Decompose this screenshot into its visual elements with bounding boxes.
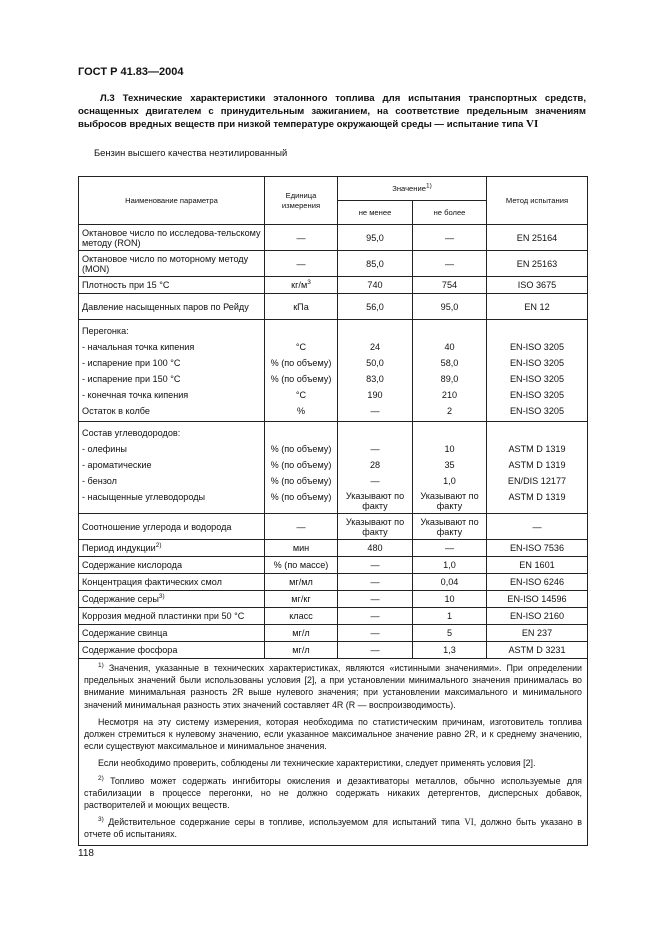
cell-method (487, 422, 588, 514)
cell-param (79, 251, 265, 277)
header-value (338, 177, 487, 201)
cell-param-text: Содержание свинца (82, 628, 168, 638)
cell-param-text: Давление насыщенных паров по Рейду (82, 301, 249, 312)
table-row (79, 642, 588, 659)
note-1 (84, 662, 582, 711)
note-2-text: Топливо может содержать ингибиторы окисления и дезактиваторы металлов, обычно используемые для стабилизации в процессе перегонки, но не должно содержать никаких детергентов, дисперсных добавок, растворителей и моющих веществ. (84, 775, 582, 811)
cell-unit-line (268, 323, 334, 339)
cell-param (79, 608, 265, 625)
cell-unit-text: кг/м (291, 280, 308, 290)
cell-unit (265, 591, 338, 608)
cell-method-text: EN-ISO 7536 (509, 543, 565, 553)
cell-max (413, 608, 487, 625)
table-row (79, 540, 588, 557)
cell-max (413, 540, 487, 557)
cell-min-line: — (370, 406, 380, 416)
header-value-label: Значение (392, 183, 426, 193)
cell-unit-text: класс (289, 611, 313, 621)
table-row (79, 277, 588, 294)
cell-max-line: 89,0 (440, 374, 459, 384)
note-1-text: Значения, указанные в технических характеристиках, являются «истинными значениями». При определении предельных значений были использованы условия [2], а при установлении минимального значения принималась во внимание минимальная разность 2R выше нулевого значения; при установлении максимального и минимального значений минимальная разность этих значений составляет 4R (R — воспроизводимость). (84, 663, 582, 710)
header-unit: Единица измерения (265, 177, 338, 225)
note-3-type: VI (464, 817, 474, 828)
header-min: не менее (338, 201, 413, 225)
cell-unit (265, 294, 338, 320)
cell-unit-line: °C (295, 342, 307, 352)
cell-method (487, 277, 588, 294)
note-2-mark: 2) (98, 774, 104, 782)
cell-unit-text: мин (292, 543, 310, 553)
cell-method-line: EN-ISO 3205 (509, 390, 565, 400)
cell-param-text: Период индукции (82, 543, 156, 553)
cell-min (338, 608, 413, 625)
cell-min (338, 277, 413, 294)
cell-min-line: 83,0 (366, 374, 384, 384)
cell-min (338, 514, 413, 540)
cell-method-line: EN-ISO 3205 (509, 358, 565, 368)
cell-min (338, 591, 413, 608)
section-title-type: VI (526, 118, 539, 131)
cell-max-text: 1,3 (443, 645, 456, 655)
cell-min-text: 740 (367, 280, 383, 290)
cell-min-text: — (370, 645, 380, 655)
cell-unit (265, 251, 338, 277)
cell-unit-line: % (по объему) (270, 444, 332, 454)
cell-min-text: 480 (367, 543, 383, 553)
note-3 (84, 816, 582, 840)
cell-method-text: EN-ISO 2160 (509, 611, 565, 621)
note-3-mark: 3) (98, 816, 104, 824)
cell-param-text: Коррозия медной пластинки при 50 °C (82, 611, 245, 621)
cell-param-text: Концентрация фактических смол (82, 577, 222, 587)
cell-min (338, 320, 413, 422)
cell-min-line: 24 (369, 342, 381, 352)
note-3-text-a: Действительное содержание серы в топливе, используемом для испытаний типа (103, 817, 465, 828)
cell-method (487, 642, 588, 659)
cell-param (79, 422, 265, 514)
cell-max (413, 225, 487, 251)
cell-param-line: Перегонка: (82, 326, 129, 336)
cell-unit-text: мг/л (292, 645, 310, 655)
section-title-text: Л.3 Технические характеристики эталонного топлива для испытания транспортных средств, оснащенных двигателем с принудительным зажиганием, на соответствие предельным значениям выбросов вредных веществ при низкой температуре окружающей среды — испытание типа (78, 93, 586, 131)
cell-min-text: 85,0 (366, 258, 384, 269)
cell-unit (265, 225, 338, 251)
cell-unit-line (268, 425, 334, 441)
cell-unit-text: мг/л (292, 628, 310, 638)
cell-max-line: 40 (444, 342, 455, 352)
cell-unit (265, 625, 338, 642)
cell-param-text: Октановое число по исследова-тельскому методу (RON) (82, 227, 261, 248)
cell-method-line: EN-ISO 3205 (509, 342, 565, 352)
cell-method (487, 574, 588, 591)
cell-unit (265, 422, 338, 514)
cell-unit (265, 320, 338, 422)
cell-method-text: EN-ISO 14596 (507, 594, 567, 604)
cell-min-text: — (370, 594, 380, 604)
cell-method-text: EN 25164 (516, 232, 558, 243)
cell-method (487, 625, 588, 642)
cell-method-text: EN-ISO 6246 (509, 577, 565, 587)
cell-param-line: - испарение при 100 °C (82, 358, 181, 368)
cell-min-line (341, 323, 409, 339)
cell-min-text: 56,0 (366, 301, 384, 312)
cell-max-text: Указывают по факту (420, 516, 479, 537)
cell-max (413, 514, 487, 540)
cell-max (413, 294, 487, 320)
cell-method (487, 225, 588, 251)
cell-method-text: — (532, 521, 542, 532)
cell-min (338, 557, 413, 574)
cell-max-line: 58,0 (440, 358, 459, 368)
cell-param-text: Содержание фосфора (82, 645, 178, 655)
cell-unit-line: % (по объему) (270, 476, 332, 486)
cell-method-line: EN-ISO 3205 (509, 406, 565, 416)
cell-max-line: 35 (444, 460, 455, 470)
cell-min (338, 422, 413, 514)
table-row (79, 625, 588, 642)
table-notes (79, 659, 588, 846)
cell-param-text: Октановое число по моторному методу (MON) (82, 253, 249, 274)
table-row (79, 225, 588, 251)
cell-method (487, 251, 588, 277)
note-2 (84, 775, 582, 812)
cell-min-text: — (370, 628, 380, 638)
cell-unit-text: мг/мл (289, 577, 313, 587)
cell-unit-line: % (по объему) (270, 374, 332, 384)
cell-method-line (490, 425, 584, 441)
note-1b: Несмотря на эту систему измерения, которая необходима по статистическим причинам, изготовитель топлива должен стремиться к нулевому значению, если указанное максимальное значение равно 2R, и к среднему значению, если существуют максимальное и минимальное значения. (84, 716, 582, 752)
table-row (79, 294, 588, 320)
cell-param-line: - олефины (82, 444, 127, 454)
cell-method-text: EN 1601 (519, 560, 555, 570)
cell-method-text: ISO 3675 (517, 280, 557, 290)
cell-max-text: 1 (446, 611, 453, 621)
cell-min-line: — (370, 444, 380, 454)
cell-min-text: — (370, 560, 380, 570)
header-max: не более (413, 201, 487, 225)
cell-method (487, 608, 588, 625)
cell-unit (265, 557, 338, 574)
cell-max-line: Указывают по факту (420, 491, 479, 511)
cell-param (79, 225, 265, 251)
cell-param-footnote: 3) (158, 592, 165, 600)
cell-param (79, 642, 265, 659)
cell-min-text: Указывают по факту (345, 516, 405, 537)
cell-method-text: EN 12 (524, 301, 550, 312)
cell-param (79, 294, 265, 320)
cell-method (487, 540, 588, 557)
table-row (79, 608, 588, 625)
cell-param-line: - конечная точка кипения (82, 390, 189, 400)
cell-min-line (341, 425, 409, 441)
cell-max-text: 95,0 (440, 301, 459, 312)
cell-method-line: ASTM D 1319 (508, 444, 566, 454)
section-title (78, 93, 586, 132)
cell-param (79, 574, 265, 591)
header-value-footnote: 1) (425, 181, 432, 189)
cell-unit-line: % (по объему) (270, 492, 332, 502)
cell-method-line: ASTM D 1319 (508, 460, 566, 470)
cell-min (338, 642, 413, 659)
cell-max (413, 625, 487, 642)
cell-max-text: — (444, 232, 455, 243)
cell-param-text: Соотношение углерода и водорода (82, 521, 232, 532)
cell-max-line: 1,0 (443, 476, 456, 486)
cell-param (79, 514, 265, 540)
table-row (79, 591, 588, 608)
cell-max (413, 557, 487, 574)
cell-max-text: — (444, 543, 455, 553)
cell-method-line: EN/DIS 12177 (507, 476, 567, 486)
cell-param (79, 540, 265, 557)
cell-max-line (416, 323, 483, 339)
cell-unit-text: мг/кг (291, 594, 311, 604)
cell-min-line: 190 (367, 390, 383, 400)
cell-min-line: — (370, 476, 380, 486)
cell-unit-text: — (296, 232, 306, 243)
cell-unit (265, 574, 338, 591)
page-number: 118 (78, 848, 94, 859)
cell-method (487, 557, 588, 574)
cell-method (487, 591, 588, 608)
cell-max-text: 754 (441, 280, 458, 290)
cell-min-text: 95,0 (366, 232, 384, 243)
cell-param (79, 320, 265, 422)
cell-max-text: 5 (446, 628, 453, 638)
cell-param-line: - ароматические (82, 460, 152, 470)
note-1c: Если необходимо проверить, соблюдены ли технические характеристики, следует применять условия [2]. (98, 758, 536, 769)
cell-max-text: 10 (444, 594, 455, 604)
cell-min (338, 625, 413, 642)
note-1-mark: 1) (98, 662, 104, 670)
cell-method-line: EN-ISO 3205 (509, 374, 565, 384)
cell-max-text: 0,04 (440, 577, 459, 587)
cell-min (338, 225, 413, 251)
cell-param-text: Плотность при 15 °C (82, 280, 170, 290)
table-row (79, 251, 588, 277)
table-row (79, 557, 588, 574)
cell-param-text: Содержание кислорода (82, 560, 183, 570)
fuel-subtitle: Бензин высшего качества неэтилированный (94, 147, 288, 158)
cell-method (487, 294, 588, 320)
cell-unit-text: % (по массе) (273, 560, 329, 570)
cell-param-line: Остаток в колбе (82, 406, 150, 416)
cell-min-text: — (370, 611, 380, 621)
cell-min (338, 251, 413, 277)
cell-max-line (416, 425, 483, 441)
cell-max (413, 277, 487, 294)
cell-param (79, 277, 265, 294)
cell-min-line: 28 (369, 460, 381, 470)
cell-method-text: ASTM D 3231 (508, 645, 566, 655)
cell-unit (265, 642, 338, 659)
cell-max (413, 574, 487, 591)
note-3-text-b: , должно быть указано в отчете об испытаниях. (84, 817, 582, 840)
cell-param-line: - насыщенные углеводороды (82, 492, 206, 502)
cell-method (487, 514, 588, 540)
document-header: ГОСТ Р 41.83—2004 (78, 66, 184, 78)
cell-unit-text: — (296, 521, 306, 532)
cell-max (413, 422, 487, 514)
cell-max (413, 320, 487, 422)
cell-max (413, 642, 487, 659)
table-row (79, 514, 588, 540)
table-row (79, 574, 588, 591)
cell-max (413, 251, 487, 277)
cell-param (79, 591, 265, 608)
cell-param-text: Содержание серы (82, 594, 159, 604)
cell-max-text: — (444, 258, 455, 269)
cell-max-text: 1,0 (443, 560, 456, 570)
cell-max-line: 2 (446, 406, 453, 416)
cell-max (413, 591, 487, 608)
cell-unit (265, 608, 338, 625)
cell-min (338, 294, 413, 320)
cell-param-line: - бензол (82, 476, 117, 486)
cell-min (338, 540, 413, 557)
cell-unit (265, 514, 338, 540)
cell-unit-line: % (по объему) (270, 460, 332, 470)
cell-method-text: EN 25163 (516, 258, 558, 269)
cell-unit-line: °C (295, 390, 307, 400)
cell-param-line: Состав углеводородов: (82, 428, 181, 438)
cell-min-line: 50,0 (366, 358, 384, 368)
cell-unit (265, 277, 338, 294)
cell-unit-text: — (296, 258, 306, 269)
cell-unit (265, 540, 338, 557)
table-row-group (79, 320, 588, 422)
cell-min (338, 574, 413, 591)
cell-max-line: 210 (441, 390, 458, 400)
cell-min-text: — (370, 577, 380, 587)
cell-method-text: EN 237 (521, 628, 553, 638)
cell-method-line: ASTM D 1319 (508, 492, 566, 502)
cell-max-line: 10 (444, 444, 455, 454)
cell-method (487, 320, 588, 422)
cell-param (79, 625, 265, 642)
header-param: Наименование параметра (79, 177, 265, 225)
table-row-group (79, 422, 588, 514)
cell-param (79, 557, 265, 574)
fuel-spec-table (78, 176, 588, 846)
cell-param-footnote: 2) (155, 541, 162, 549)
cell-unit-text: кПа (293, 301, 309, 312)
cell-param-line: - испарение при 150 °C (82, 374, 181, 384)
cell-unit-footnote: 3 (307, 278, 311, 286)
cell-unit-line: % (по объему) (270, 358, 332, 368)
cell-param-line: - начальная точка кипения (82, 342, 195, 352)
header-method: Метод испытания (487, 177, 588, 225)
cell-unit-line: % (296, 406, 306, 416)
cell-method-line (490, 323, 584, 339)
cell-min-line: Указывают по факту (345, 491, 405, 511)
